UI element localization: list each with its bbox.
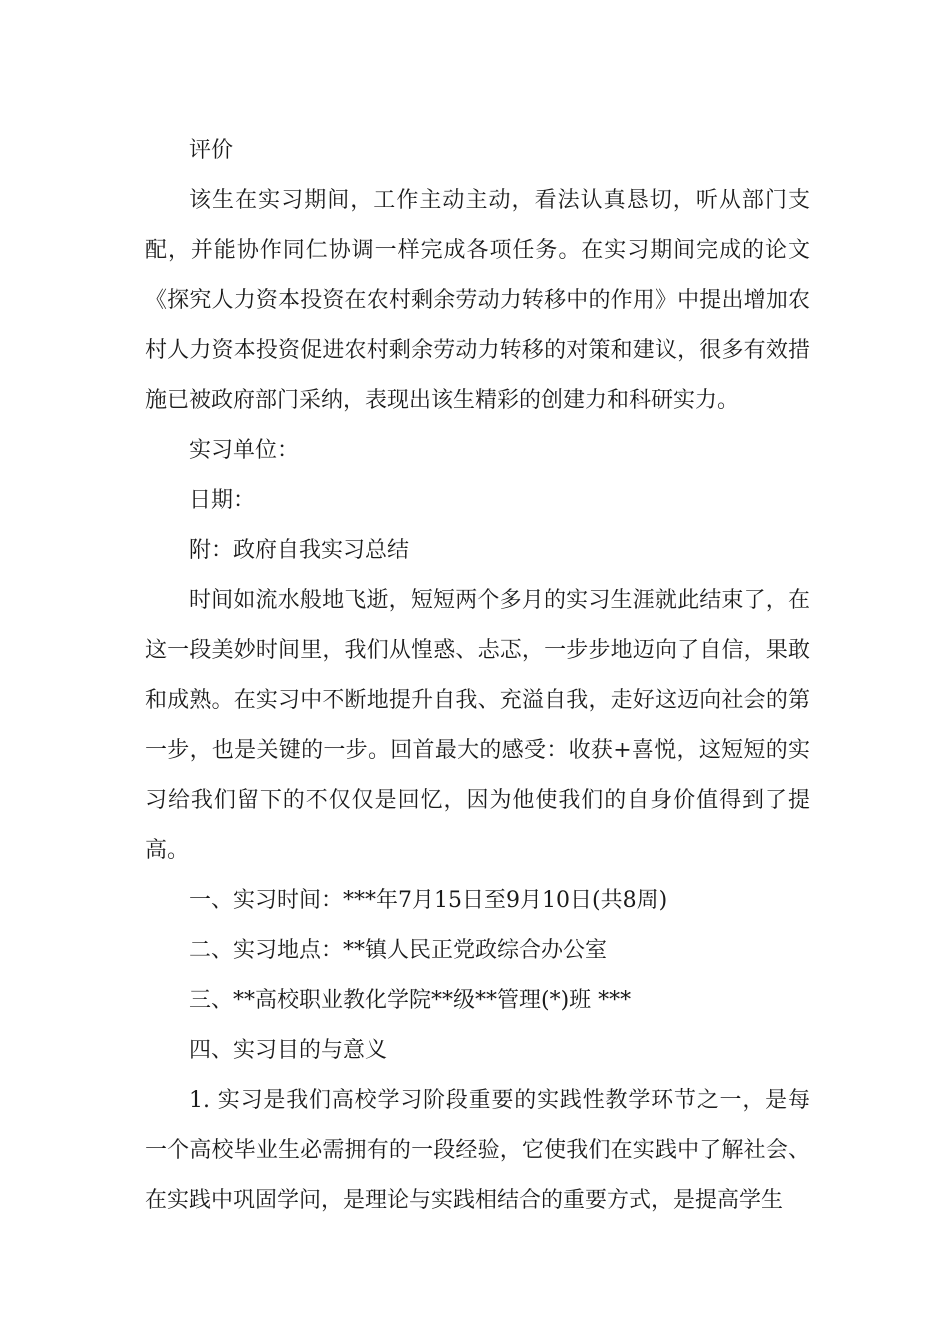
paragraph-internship-unit: 实习单位：	[189, 438, 300, 463]
paragraph-purpose-point-1: 1. 实习是我们高校学习阶段重要的实践性教学环节之一，是每一个高校毕业生必需拥有的一段经验，它使我们在实践中了解社会、在实践中巩固学问，是理论与实践相结合的重要方式，是提高学生	[145, 1088, 810, 1213]
paragraph-purpose-heading: 四、实习目的与意义	[189, 1038, 388, 1063]
paragraph-class-info: 三、**高校职业教化学院**级**管理(*)班 ***	[189, 988, 632, 1013]
paragraph-internship-location: 二、实习地点：**镇人民正党政综合办公室	[189, 938, 608, 963]
paragraph-internship-time: 一、实习时间：***年7月15日至9月10日(共8周)	[189, 888, 668, 913]
document-body	[145, 126, 810, 1226]
paragraph-summary-intro: 时间如流水般地飞逝，短短两个多月的实习生涯就此结束了，在这一段美妙时间里，我们从惶惑、忐忑，一步步地迈向了自信，果敢和成熟。在实习中不断地提升自我、充溢自我，走好这迈向社会的第一步，也是关键的一步。回首最大的感受：收获+喜悦，这短短的实习给我们留下的不仅仅是回忆，因为他使我们的自身价值得到了提高。	[145, 588, 810, 863]
paragraph-evaluation-heading: 评价	[189, 138, 234, 163]
paragraph-date: 日期：	[189, 488, 256, 513]
paragraph-appendix-title: 附：政府自我实习总结	[189, 538, 410, 563]
paragraph-evaluation-text: 该生在实习期间，工作主动主动，看法认真恳切，听从部门支配，并能协作同仁协调一样完成各项任务。在实习期间完成的论文《探究人力资本投资在农村剩余劳动力转移中的作用》中提出增加农村人力资本投资促进农村剩余劳动力转移的对策和建议，很多有效措施已被政府部门采纳，表现出该生精彩的创建力和科研实力。	[145, 188, 810, 413]
